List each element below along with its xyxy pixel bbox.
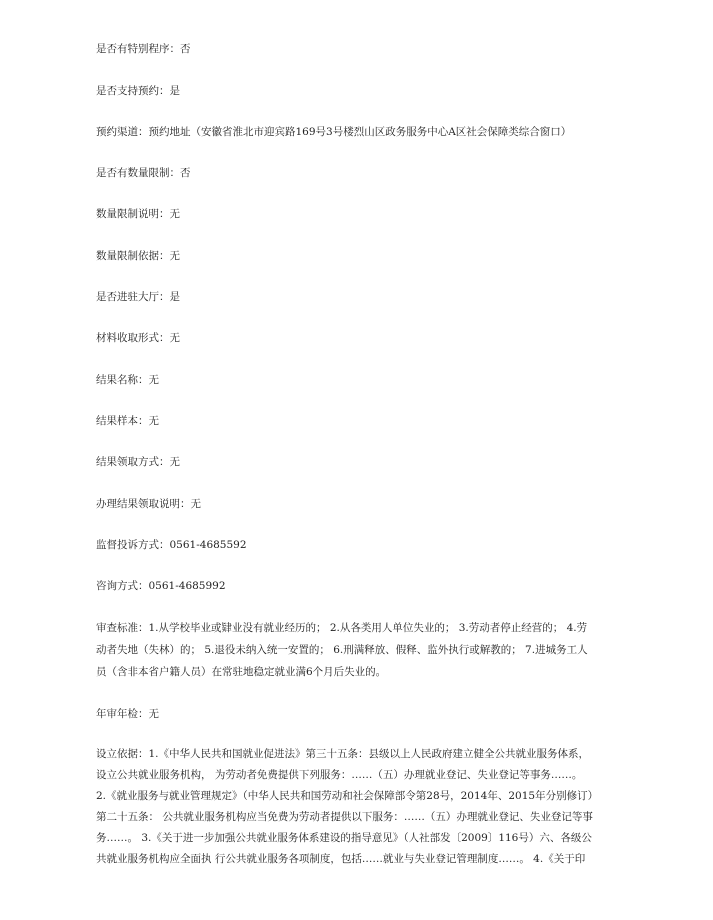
- result-name-field: 结果名称：无: [96, 374, 159, 386]
- material-form-field: 材料收取形式：无: [96, 332, 180, 344]
- consult-phone-field: 咨询方式：0561-4685992: [96, 580, 226, 592]
- legal-basis-line: 第二十五条： 公共就业服务机构应当免费为劳动者提供以下服务：……（五）办理就业登记、失业登记等事: [96, 811, 593, 823]
- quantity-limit-basis-field: 数量限制依据：无: [96, 250, 180, 262]
- annual-review-field: 年审年检：无: [96, 708, 159, 720]
- quantity-limit-field: 是否有数量限制：否: [96, 167, 191, 179]
- quantity-limit-desc-field: 数量限制说明：无: [96, 208, 180, 220]
- complaint-phone-field: 监督投诉方式：0561-4685592: [96, 539, 247, 551]
- legal-basis-paragraph: [96, 747, 608, 873]
- in-hall-field: 是否进驻大厅：是: [96, 291, 180, 303]
- review-standard-line: 动者失地（失林）的； 5.退役未纳入统一安置的； 6.刑满释放、假释、监外执行或解教的； 7.进城务工人: [96, 644, 588, 656]
- legal-basis-line: 2.《就业服务与就业管理规定》（中华人民共和国劳动和社会保障部令第28号，2014年、2015年分别修订）: [96, 790, 599, 802]
- special-procedure-field: 是否有特别程序：否: [96, 43, 191, 55]
- result-pickup-field: 结果领取方式：无: [96, 456, 180, 468]
- legal-basis-line: 设立公共就业服务机构， 为劳动者免费提供下列服务：……（五）办理就业登记、失业登记等事务……。: [96, 769, 583, 781]
- support-booking-field: 是否支持预约：是: [96, 85, 180, 97]
- legal-basis-line: 务……。 3.《关于进一步加强公共就业服务体系建设的指导意见》（人社部发〔2009〕116号）六、各级公: [96, 832, 592, 844]
- result-sample-field: 结果样本：无: [96, 415, 159, 427]
- legal-basis-line: 共就业服务机构应全面执 行公共就业服务各项制度，包括……就业与失业登记管理制度……。 4.《关于印: [96, 853, 586, 865]
- result-pickup-note-field: 办理结果领取说明：无: [96, 498, 201, 510]
- booking-channel-field: 预约渠道：预约地址（安徽省淮北市迎宾路169号3号楼烈山区政务服务中心A区社会保障类综合窗口）: [96, 126, 572, 138]
- legal-basis-line: 设立依据：1.《中华人民共和国就业促进法》第三十五条：县级以上人民政府建立健全公共就业服务体系，: [96, 748, 590, 760]
- review-standard-line: 审查标准：1.从学校毕业或肄业没有就业经历的； 2.从各类用人单位失业的； 3.劳动者停止经营的； 4.劳: [96, 622, 588, 634]
- review-standard-paragraph: [96, 621, 608, 687]
- review-standard-line: 员（含非本省户籍人员）在常驻地稳定就业满6个月后失业的。: [96, 666, 387, 678]
